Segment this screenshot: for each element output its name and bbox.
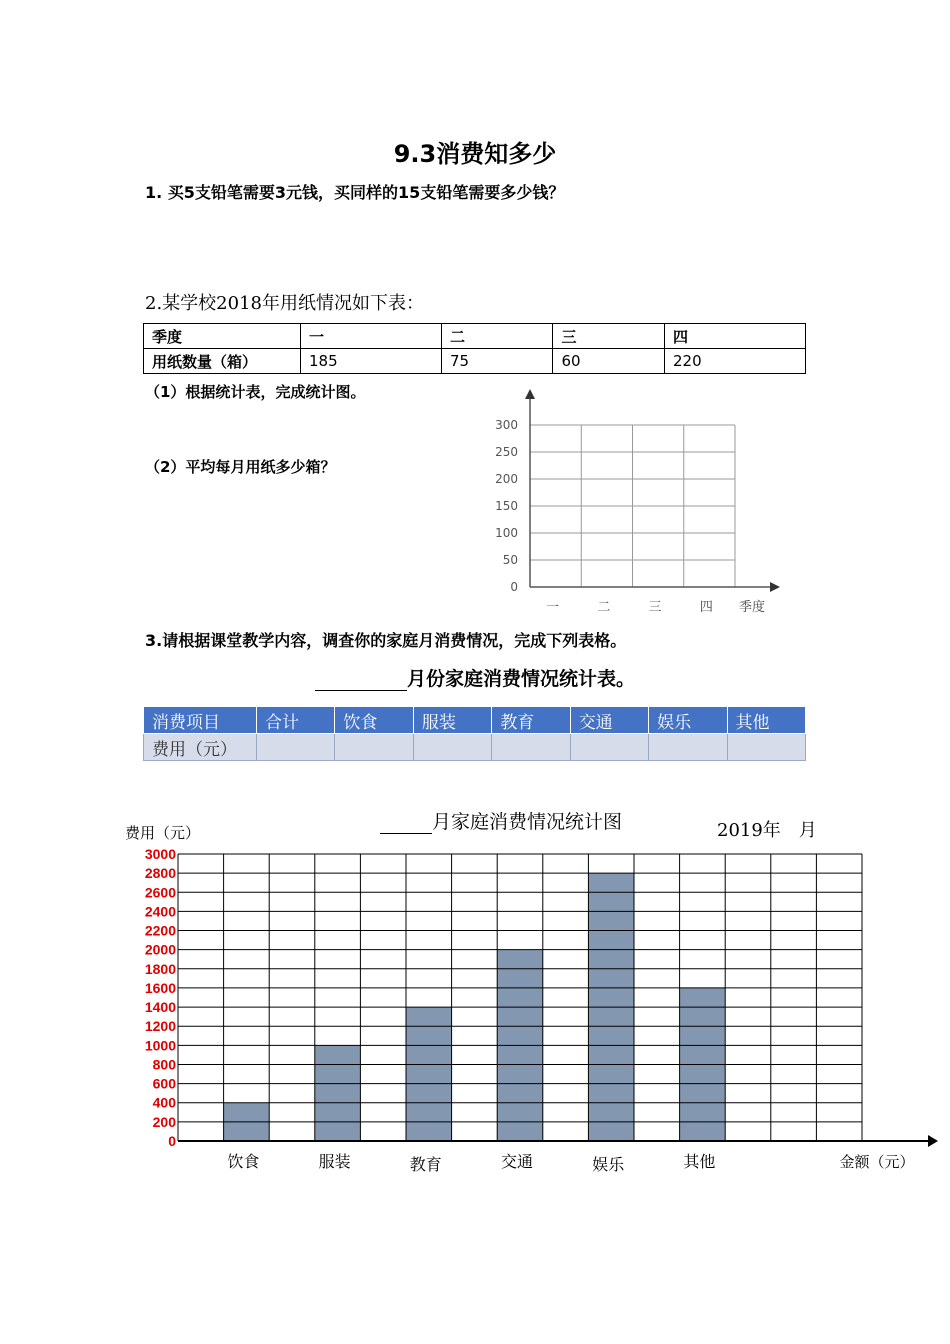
bar <box>406 1007 452 1141</box>
table-cell: 三 <box>553 324 665 349</box>
x-axis-arrow-icon <box>928 1135 938 1147</box>
y-tick-label: 0 <box>510 580 518 594</box>
month-blank[interactable] <box>380 815 432 834</box>
table-cell: 185 <box>301 349 442 374</box>
table-cell: 合计 <box>257 707 335 734</box>
x-axis-label: 季度 <box>738 600 766 615</box>
table-input-cell[interactable] <box>727 734 805 761</box>
question-1: 1. 买5支铅笔需要3元钱，买同样的15支铅笔需要多少钱？ <box>145 183 565 202</box>
table-input-cell[interactable] <box>413 734 491 761</box>
y-tick-label: 1600 <box>144 979 176 996</box>
y-axis-arrow-icon <box>525 389 535 399</box>
y-tick-label: 400 <box>152 1094 176 1111</box>
question-2-sub-2: （2）平均每月用纸多少箱？ <box>145 458 336 476</box>
table-cell: 服装 <box>413 707 491 734</box>
table-cell: 娱乐 <box>649 707 727 734</box>
x-tick-label: 四 <box>699 600 713 615</box>
table-cell: 四 <box>664 324 805 349</box>
x-tick-label: 二 <box>597 600 611 615</box>
table-cell: 季度 <box>144 324 301 349</box>
question-2-sub-1: （1）根据统计表，完成统计图。 <box>145 383 366 401</box>
consumption-table-title-text: 月份家庭消费情况统计表。 <box>406 668 635 690</box>
x-axis-ticks <box>546 600 713 615</box>
question-2: 2.某学校2018年用纸情况如下表： <box>145 293 424 314</box>
consumption-table-title <box>0 664 950 691</box>
y-tick-label: 800 <box>152 1056 176 1073</box>
y-tick-label: 2200 <box>144 922 176 939</box>
question-3: 3.请根据课堂教学内容，调查你的家庭月消费情况，完成下列表格。 <box>145 631 627 650</box>
table-cell: 220 <box>664 349 805 374</box>
table-input-cell[interactable] <box>649 734 727 761</box>
y-tick-label: 150 <box>495 499 518 513</box>
y-tick-label: 50 <box>502 553 518 567</box>
y-axis-ticks <box>495 418 518 594</box>
y-tick-label: 600 <box>152 1075 176 1092</box>
table-cell: 75 <box>441 349 553 374</box>
y-tick-label: 1200 <box>144 1018 176 1035</box>
x-tick-label: 教育 <box>409 1155 442 1174</box>
chart-title-text: 月家庭消费情况统计图 <box>432 811 623 833</box>
consumption-table <box>143 706 806 761</box>
y-axis-ticks <box>145 846 176 1149</box>
consumption-bar-chart <box>120 840 945 1180</box>
table-row <box>144 324 806 349</box>
table-cell: 饮食 <box>335 707 413 734</box>
table-cell: 教育 <box>492 707 570 734</box>
table-cell: 60 <box>553 349 665 374</box>
x-tick-label: 其他 <box>683 1152 716 1171</box>
x-tick-label: 娱乐 <box>592 1155 625 1174</box>
table-cell: 一 <box>301 324 442 349</box>
paper-usage-chart <box>480 385 780 620</box>
table-cell: 用纸数量（箱） <box>144 349 301 374</box>
y-axis-label: 费用（元） <box>125 824 201 842</box>
x-axis-label: 金额（元） <box>839 1153 915 1171</box>
table-input-cell[interactable] <box>492 734 570 761</box>
y-tick-label: 1000 <box>144 1037 176 1054</box>
x-axis-ticks <box>227 1152 715 1174</box>
x-tick-label: 一 <box>546 600 560 615</box>
y-tick-label: 2800 <box>144 865 176 882</box>
chart-title <box>380 807 622 834</box>
y-tick-label: 2400 <box>144 903 176 920</box>
table-input-cell[interactable] <box>257 734 335 761</box>
bar <box>315 1045 361 1141</box>
table-cell: 消费项目 <box>144 707 257 734</box>
y-tick-label: 250 <box>495 445 518 459</box>
y-tick-label: 200 <box>495 472 518 486</box>
chart-grid <box>530 425 735 587</box>
table-cell: 费用（元） <box>144 734 257 761</box>
x-tick-label: 饮食 <box>227 1152 260 1171</box>
table-input-cell[interactable] <box>335 734 413 761</box>
table-cell: 二 <box>441 324 553 349</box>
y-tick-label: 2600 <box>144 884 176 901</box>
chart-date-label: 2019年 月 <box>717 820 817 841</box>
y-tick-label: 100 <box>495 526 518 540</box>
y-tick-label: 300 <box>495 418 518 432</box>
y-tick-label: 2000 <box>144 941 176 958</box>
table-cell: 其他 <box>727 707 805 734</box>
table-row <box>144 707 806 734</box>
paper-usage-table <box>143 323 806 374</box>
table-cell: 交通 <box>570 707 648 734</box>
month-blank[interactable] <box>315 670 407 691</box>
table-row <box>144 349 806 374</box>
y-tick-label: 200 <box>152 1113 176 1130</box>
table-row <box>144 734 806 761</box>
table-input-cell[interactable] <box>570 734 648 761</box>
page-title: 9.3消费知多少 <box>393 140 557 168</box>
y-tick-label: 3000 <box>144 846 176 862</box>
x-axis-arrow-icon <box>770 582 780 592</box>
y-tick-label: 1800 <box>144 960 176 977</box>
x-tick-label: 服装 <box>318 1152 351 1171</box>
x-tick-label: 交通 <box>500 1152 534 1171</box>
y-tick-label: 1400 <box>144 999 176 1016</box>
x-tick-label: 三 <box>648 600 662 615</box>
y-tick-label: 0 <box>168 1133 176 1149</box>
